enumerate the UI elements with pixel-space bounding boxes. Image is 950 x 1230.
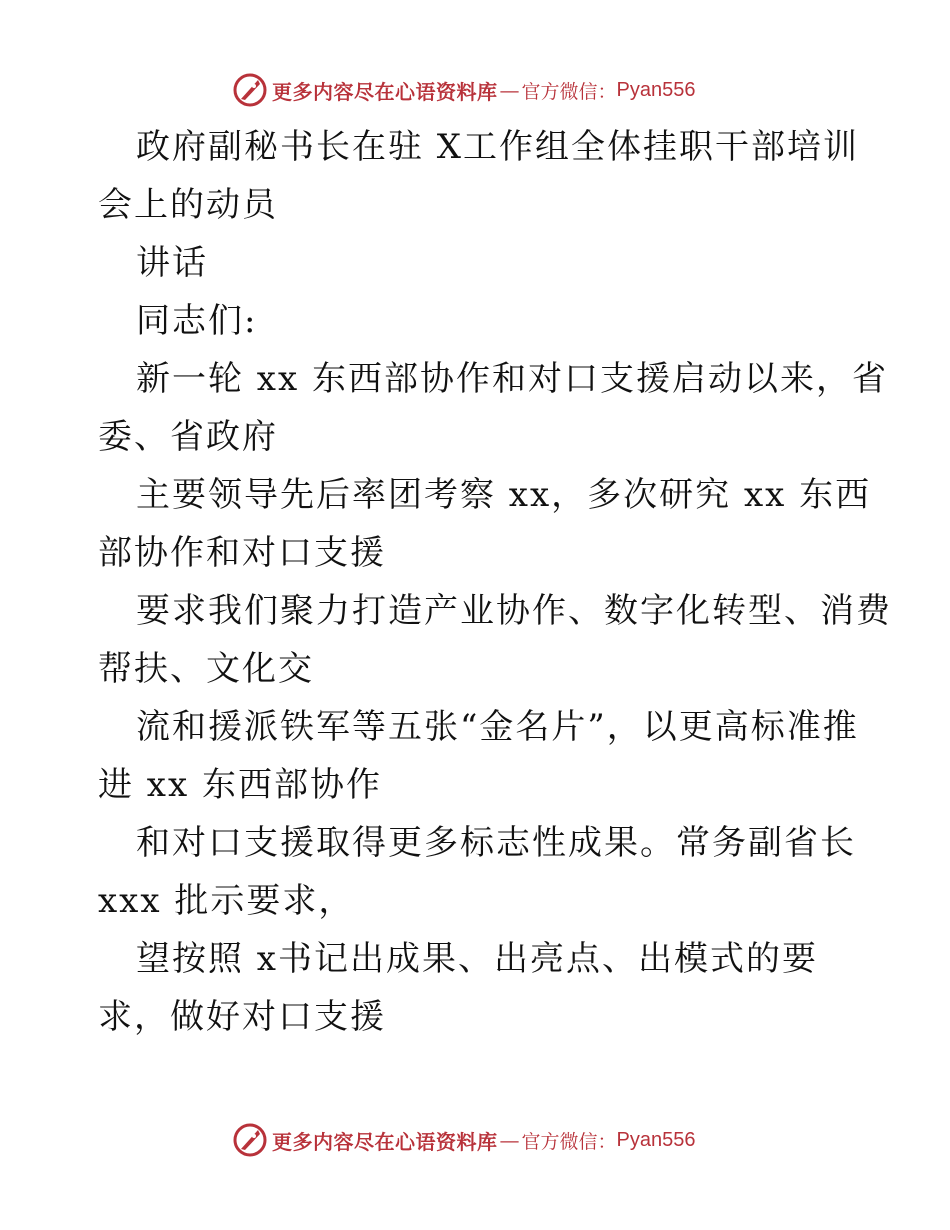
title-line-2: 会上的动员: [98, 185, 278, 225]
watermark-text: 更多内容尽在心语资料库: [272, 1129, 498, 1154]
quill-logo-icon: [232, 72, 268, 108]
watermark-text: 更多内容尽在心语资料库: [272, 79, 498, 104]
footer-watermark: [232, 1120, 712, 1160]
body-line: 委、省政府: [98, 417, 278, 457]
header-watermark: [232, 70, 712, 110]
body-line: xxx 批示要求，: [98, 881, 355, 921]
document-body: [98, 118, 892, 1046]
body-line: 新一轮 xx 东西部协作和对口支援启动以来，省: [136, 359, 888, 399]
body-line: 望按照 x书记出成果、出亮点、出模式的要: [136, 939, 818, 979]
body-line: 部协作和对口支援: [98, 533, 386, 573]
title-line-1: 政府副秘书长在驻 X工作组全体挂职干部培训: [136, 127, 860, 167]
wechat-id: Pyan556: [616, 78, 696, 101]
salutation: 同志们:: [136, 301, 258, 341]
quill-logo-icon: [232, 1122, 268, 1158]
watermark-separator: —: [499, 1128, 520, 1152]
body-line: 和对口支援取得更多标志性成果。常务副省长: [136, 823, 856, 863]
body-line: 进 xx 东西部协作: [98, 765, 382, 805]
body-line: 要求我们聚力打造产业协作、数字化转型、消费: [136, 591, 892, 631]
body-line: 帮扶、文化交: [98, 649, 314, 689]
watermark-separator: —: [499, 78, 520, 102]
wechat-label: 官方微信：: [521, 80, 617, 103]
wechat-id: Pyan556: [616, 1128, 696, 1151]
wechat-label: 官方微信：: [521, 1130, 617, 1153]
body-line: 流和援派铁军等五张“金名片”，以更高标准推: [136, 707, 859, 747]
body-line: 主要领导先后率团考察 xx，多次研究 xx 东西: [136, 475, 872, 515]
title-line-3: 讲话: [136, 243, 208, 283]
body-line: 求，做好对口支援: [98, 997, 386, 1037]
